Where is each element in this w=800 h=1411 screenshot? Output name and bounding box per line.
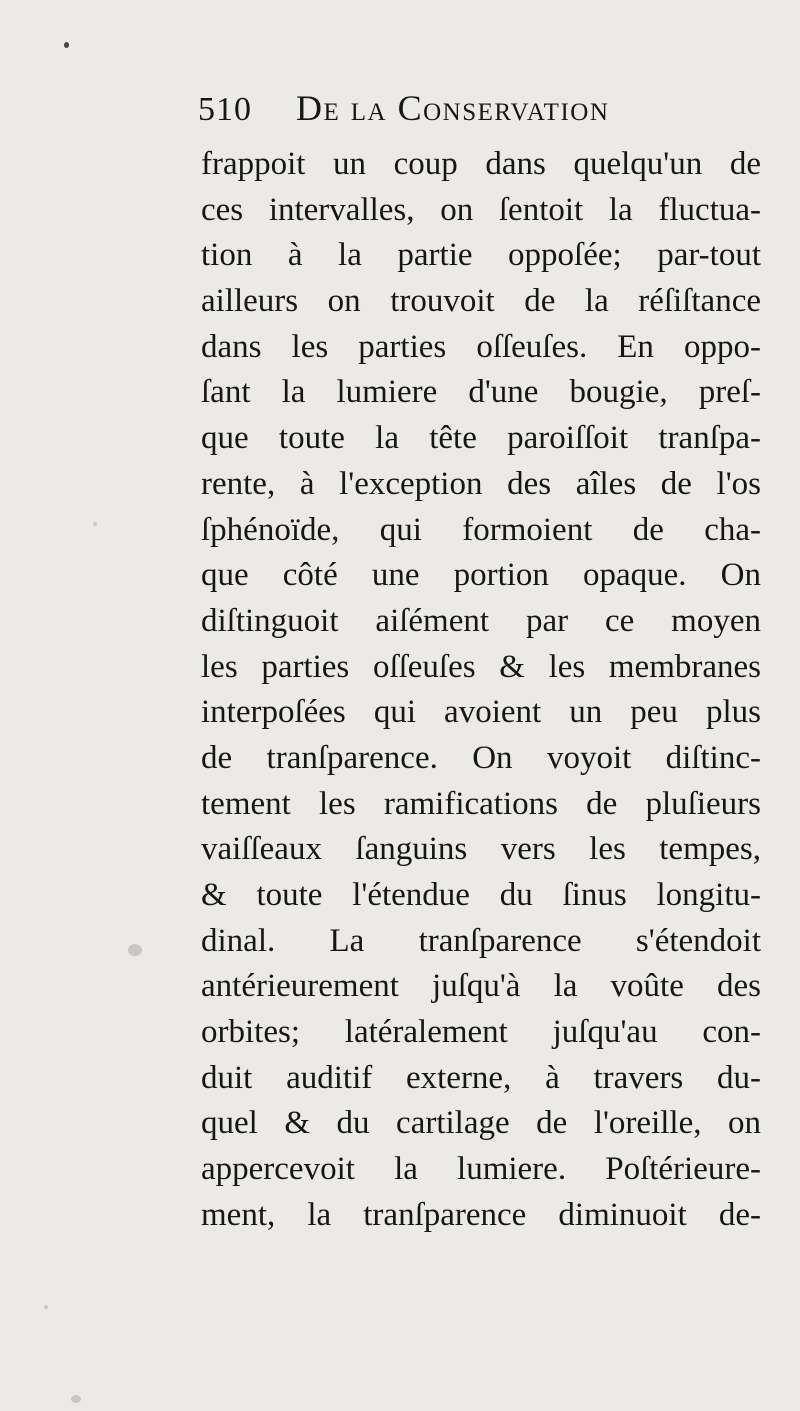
text-line: interpoſées qui avoient un peu plus [201,694,761,731]
page-speck [44,1305,48,1309]
body-text [201,142,761,1239]
text-line: dinal. La tranſparence s'étendoit [201,922,761,959]
text-line: antérieurement juſqu'à la voûte des [201,968,761,1005]
text-line: ment, la tranſparence diminuoit de- [201,1196,761,1233]
running-head [198,86,768,132]
text-line: rente, à l'exception des aîles de l'os [201,465,761,502]
page-speck [64,42,69,48]
text-line: que côté une portion opaque. On [201,557,761,594]
page-speck [128,944,142,956]
page-speck [71,1395,81,1403]
text-line: ces intervalles, on ſentoit la fluctua- [201,191,761,228]
text-line: diſtinguoit aiſément par ce moyen [201,602,761,639]
text-line: les parties oſſeuſes & les membranes [201,648,761,685]
text-line: frappoit un coup dans quelqu'un de [201,146,761,182]
text-line: que toute la tête paroiſſoit tranſpa- [201,420,761,457]
page-number: 510 [198,91,252,128]
text-line: & toute l'étendue du ſinus longitu- [201,877,761,913]
text-line: ſant la lumiere d'une bougie, preſ- [201,374,761,411]
text-line: ailleurs on trouvoit de la réſiſtance [201,283,761,320]
text-line: appercevoit la lumiere. Poſtérieure- [201,1151,761,1188]
text-line: vaiſſeaux ſanguins vers les tempes, [201,831,761,868]
text-line: duit auditif externe, à travers du- [201,1059,761,1096]
page-speck [93,522,97,526]
text-line: de tranſparence. On voyoit diſtinc- [201,739,761,776]
text-line: tement les ramifications de pluſieurs [201,785,761,822]
text-line: dans les parties oſſeuſes. En oppo- [201,328,761,365]
text-line: tion à la partie oppoſée; par-tout [201,237,761,274]
text-line: ſphénoïde, qui formoient de cha- [201,511,761,548]
running-title: De la Conservation [296,88,610,128]
text-line: quel & du cartilage de l'oreille, on [201,1105,761,1142]
text-line: orbites; latéralement juſqu'au con- [201,1014,761,1051]
